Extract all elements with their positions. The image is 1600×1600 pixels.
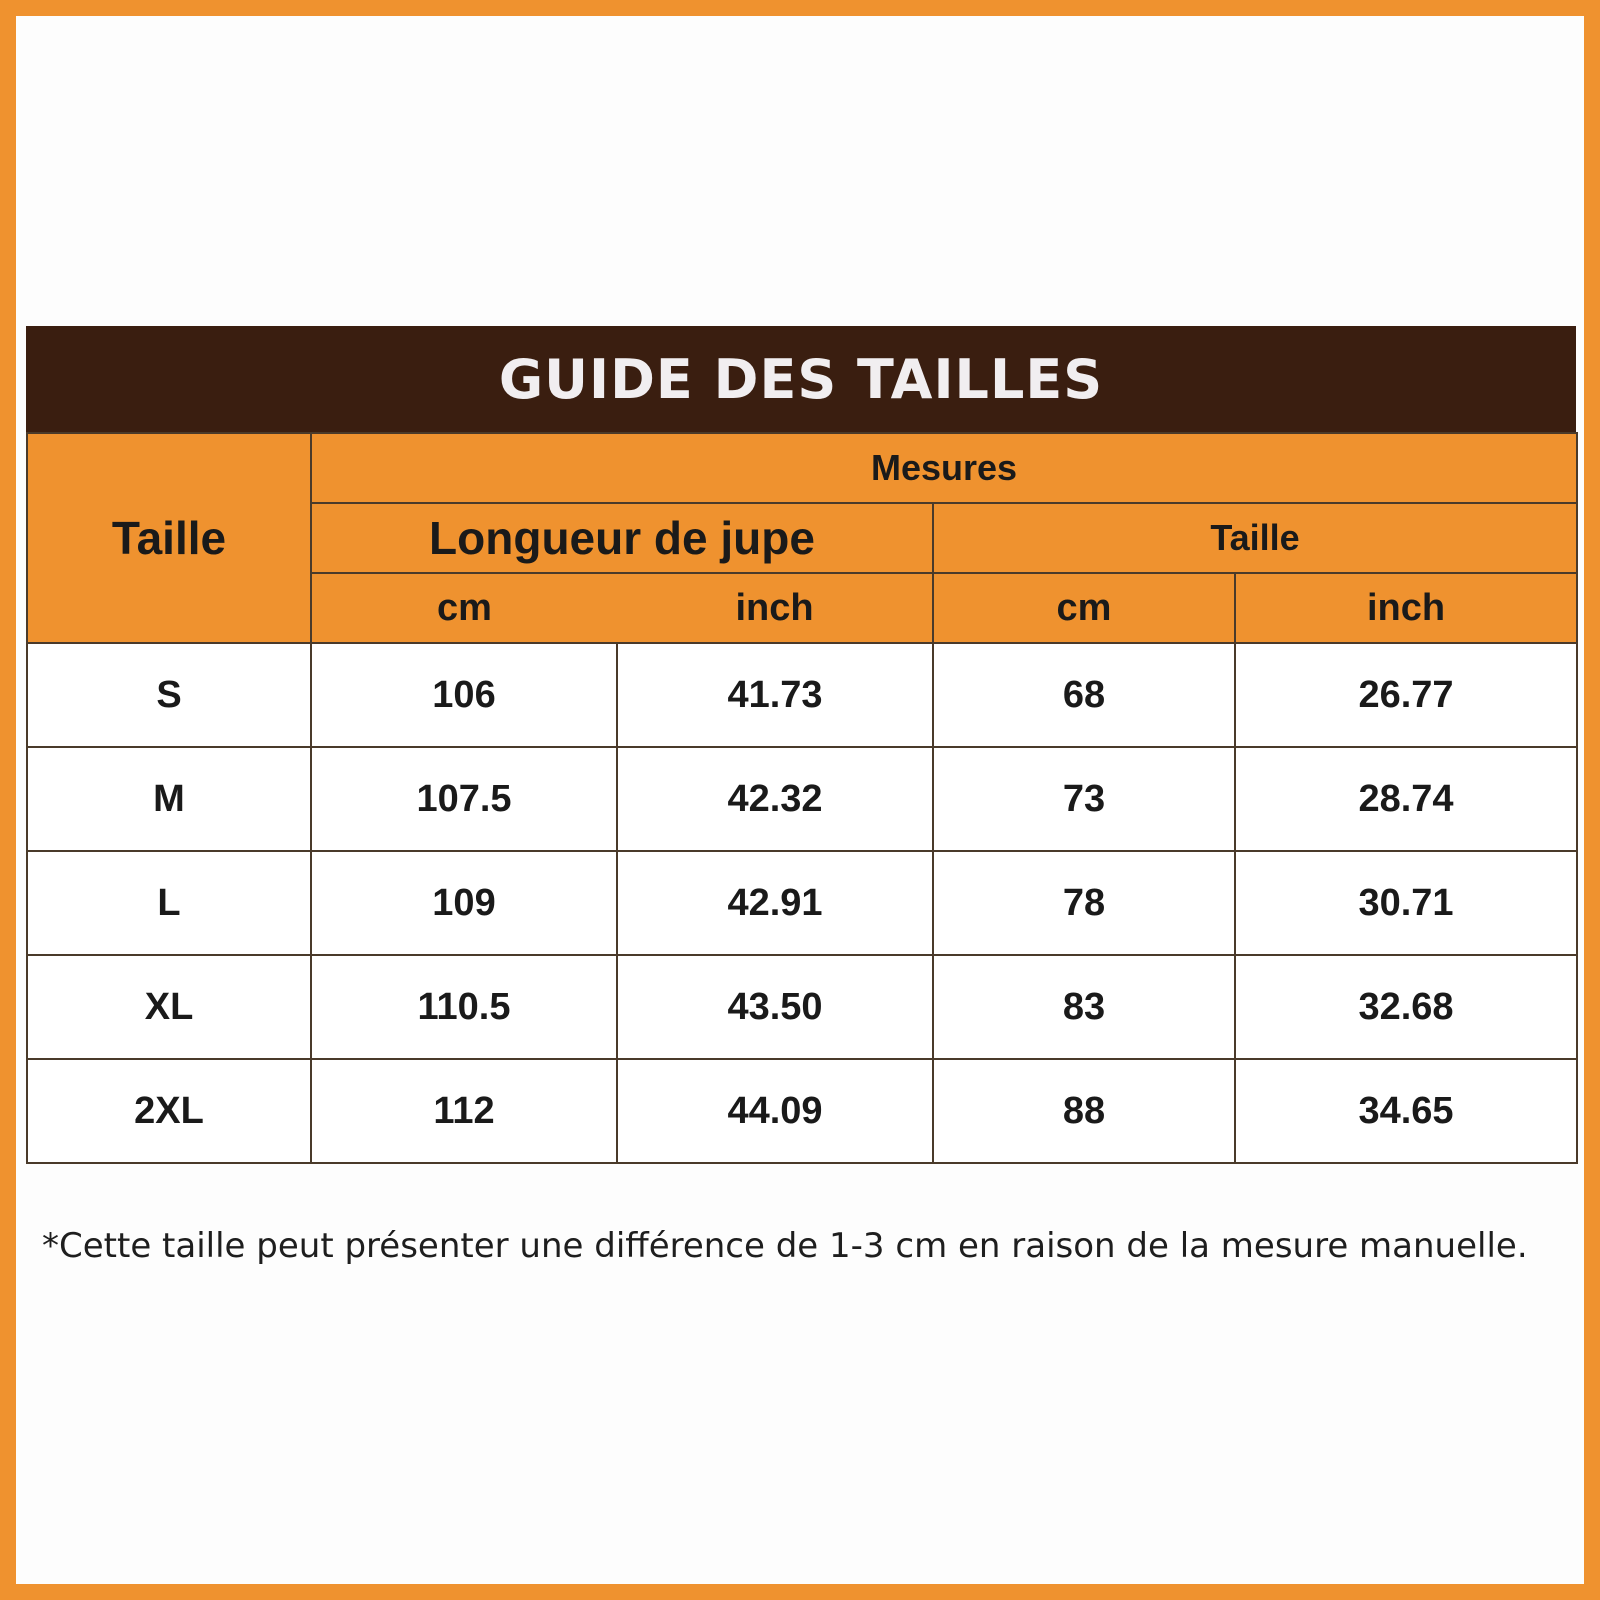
header-size: Taille bbox=[27, 433, 311, 643]
cell-length-cm: 109 bbox=[311, 851, 617, 955]
cell-waist-cm: 88 bbox=[933, 1059, 1235, 1163]
table-row bbox=[27, 747, 1577, 851]
header-waist: Taille bbox=[933, 503, 1577, 573]
cell-size: L bbox=[27, 851, 311, 955]
cell-waist-inch: 28.74 bbox=[1235, 747, 1577, 851]
cell-length-inch: 41.73 bbox=[617, 643, 933, 747]
cell-waist-inch: 26.77 bbox=[1235, 643, 1577, 747]
footnote: *Cette taille peut présenter une différence de 1-3 cm en raison de la mesure manuelle. bbox=[42, 1226, 1528, 1266]
cell-length-inch: 42.91 bbox=[617, 851, 933, 955]
size-guide bbox=[26, 326, 1576, 1164]
header-unit-waist-cm: cm bbox=[933, 573, 1235, 643]
cell-waist-cm: 73 bbox=[933, 747, 1235, 851]
cell-length-inch: 44.09 bbox=[617, 1059, 933, 1163]
header-measures: Mesures bbox=[311, 433, 1577, 503]
cell-waist-cm: 78 bbox=[933, 851, 1235, 955]
cell-length-cm: 112 bbox=[311, 1059, 617, 1163]
header-skirt-length: Longueur de jupe bbox=[311, 503, 933, 573]
cell-length-cm: 107.5 bbox=[311, 747, 617, 851]
header-unit-length-cm: cm bbox=[311, 573, 617, 643]
header-unit-waist-inch: inch bbox=[1235, 573, 1577, 643]
cell-length-inch: 43.50 bbox=[617, 955, 933, 1059]
cell-length-cm: 110.5 bbox=[311, 955, 617, 1059]
cell-length-inch: 42.32 bbox=[617, 747, 933, 851]
cell-waist-inch: 30.71 bbox=[1235, 851, 1577, 955]
table-row bbox=[27, 643, 1577, 747]
header-row-measures bbox=[27, 433, 1577, 503]
cell-size: 2XL bbox=[27, 1059, 311, 1163]
table-row bbox=[27, 851, 1577, 955]
size-table bbox=[26, 432, 1578, 1164]
cell-length-cm: 106 bbox=[311, 643, 617, 747]
cell-waist-inch: 34.65 bbox=[1235, 1059, 1577, 1163]
cell-size: S bbox=[27, 643, 311, 747]
cell-size: XL bbox=[27, 955, 311, 1059]
page-title: GUIDE DES TAILLES bbox=[26, 326, 1576, 432]
table-row bbox=[27, 955, 1577, 1059]
cell-waist-inch: 32.68 bbox=[1235, 955, 1577, 1059]
cell-waist-cm: 68 bbox=[933, 643, 1235, 747]
cell-size: M bbox=[27, 747, 311, 851]
cell-waist-cm: 83 bbox=[933, 955, 1235, 1059]
table-row bbox=[27, 1059, 1577, 1163]
header-unit-length-inch: inch bbox=[617, 573, 933, 643]
